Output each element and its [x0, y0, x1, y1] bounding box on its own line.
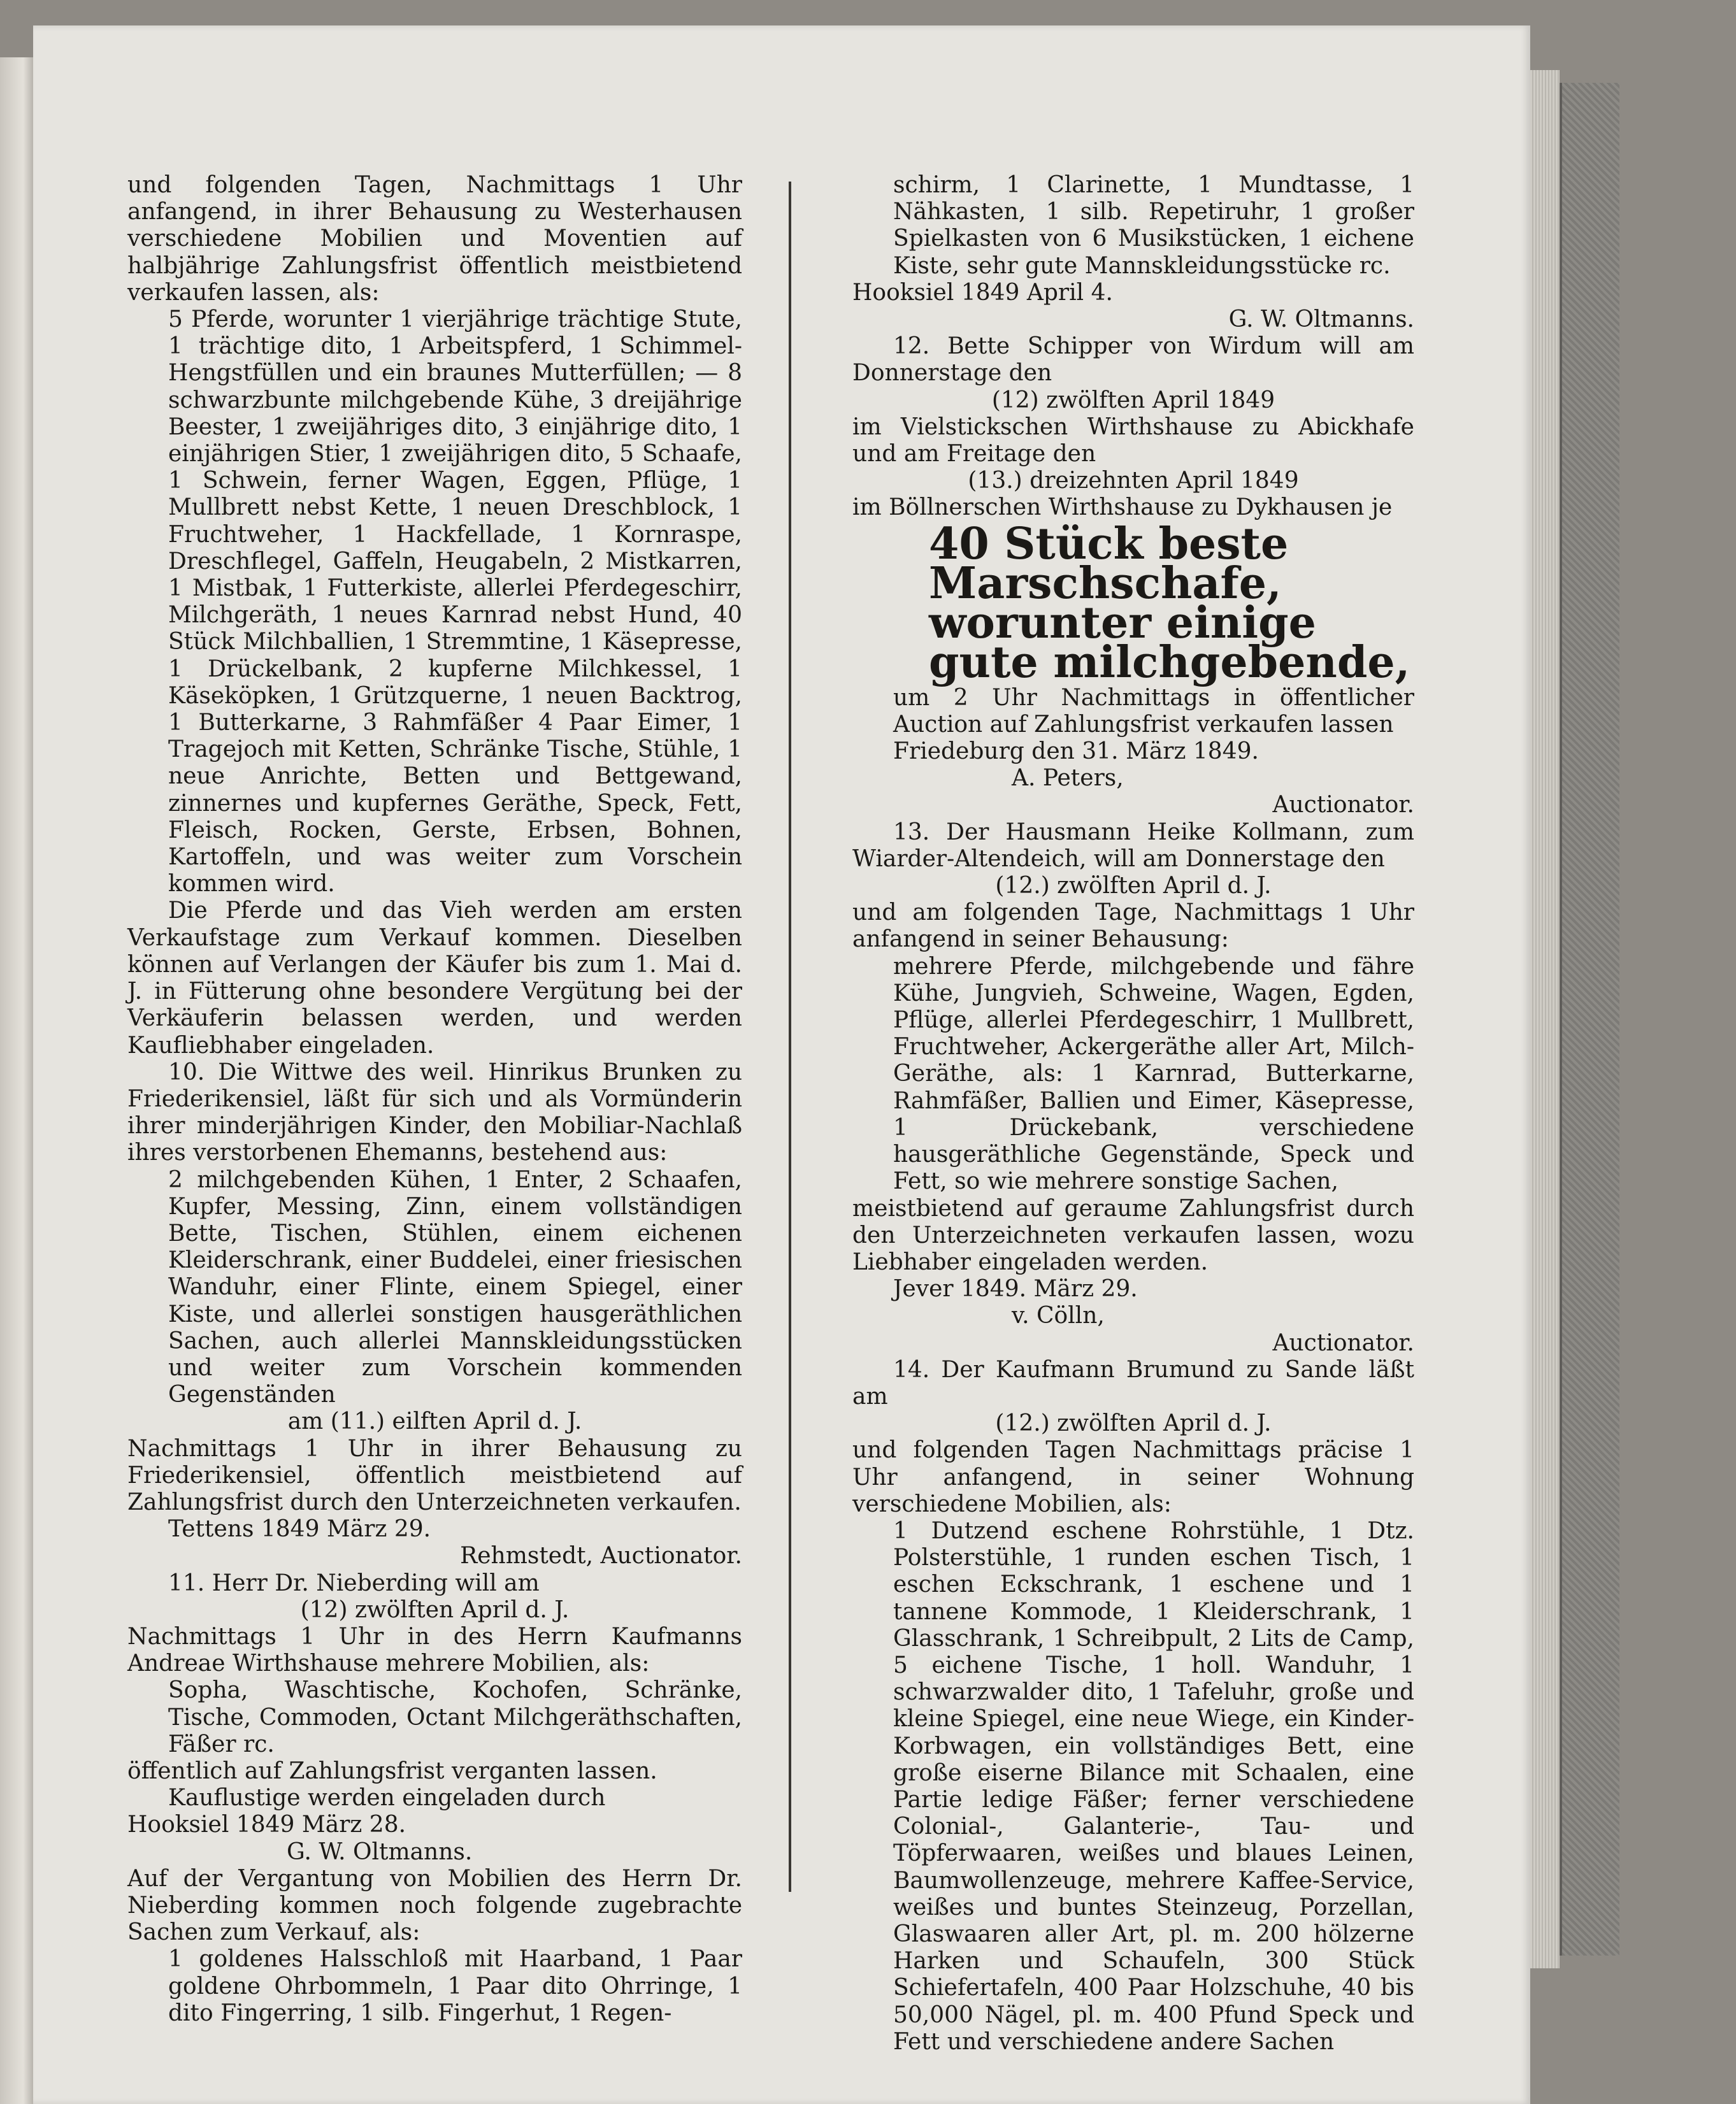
right-column-paragraph: und folgenden Tagen Nachmittags präcise 1 Uhr anfangend, in seiner Wohnung verschiedene Mobilien, als:	[852, 1437, 1414, 1517]
right-column-paragraph: und am folgenden Tage, Nachmittags 1 Uhr anfangend in seiner Behausung:	[852, 899, 1414, 953]
right-column-paragraph: Hooksiel 1849 April 4.	[852, 279, 1113, 306]
right-text-column	[852, 172, 1414, 2056]
right-column-paragraph: Friedeburg den 31. März 1849.	[893, 738, 1259, 765]
right-column-paragraph: A. Peters,	[1012, 765, 1124, 792]
right-column-paragraph: Auctionator.	[1272, 792, 1414, 819]
right-column-paragraph: 40 Stück beste Marschschafe, worunter einige gute milchgebende,	[929, 518, 1410, 688]
left-column-paragraph: am (11.) eilften April d. J.	[287, 1408, 582, 1435]
right-column-paragraph: meistbietend auf geraume Zahlungsfrist durch den Unterzeichneten verkaufen lassen, wozu Liebhaber eingeladen werden.	[852, 1195, 1414, 1275]
right-column-paragraph: (13.) dreizehnten April 1849	[968, 468, 1299, 494]
right-column-paragraph: G. W. Oltmanns.	[1228, 306, 1414, 333]
right-column-paragraph: Jever 1849. März 29.	[893, 1276, 1138, 1303]
left-column-paragraph: Sopha, Waschtische, Kochofen, Schränke, Tische, Commoden, Octant Milchgeräthschaften, Fäßer rc.	[168, 1677, 742, 1757]
left-column-paragraph: Auf der Vergantung von Mobilien des Herrn Dr. Nieberding kommen noch folgende zugebrachte Sachen zum Verkauf, als:	[127, 1865, 742, 1946]
right-column-paragraph: 13. Der Hausmann Heike Kollmann, zum Wiarder-Altendeich, will am Donnerstage den	[852, 819, 1414, 872]
right-column-paragraph: um 2 Uhr Nachmittags in öffentlicher Auction auf Zahlungsfrist verkaufen lassen	[893, 684, 1414, 738]
left-column-paragraph: Nachmittags 1 Uhr in ihrer Behausung zu Friederikensiel, öffentlich meistbietend auf Zahlungsfrist durch den Unterzeichneten verkaufen.	[127, 1435, 742, 1515]
left-column-paragraph: 10. Die Wittwe des weil. Hinrikus Brunken zu Friederikensiel, läßt für sich und als Vormünderin ihrer minderjährigen Kinder, den Mobiliar-Nachlaß ihres verstorbenen Ehemanns, bestehend aus:	[127, 1059, 742, 1166]
left-column-paragraph: Nachmittags 1 Uhr in des Herrn Kaufmanns Andreae Wirthshause mehrere Mobilien, als:	[127, 1623, 742, 1677]
left-text-column	[127, 172, 742, 2027]
previous-page-edge	[0, 57, 33, 2104]
left-column-paragraph: 2 milchgebenden Kühen, 1 Enter, 2 Schaafen, Kupfer, Messing, Zinn, einem vollständigen Bette, Tischen, Stühlen, einem eichenen Kleiderschrank, einer Buddelei, einer friesischen Wanduhr, einer Flinte, einem Spiegel, einer Kiste, und allerlei sonstigen hausgeräthlichen Sachen, auch allerlei Mannskleidungsstücken und weiter zum Vorschein kommenden Gegenständen	[168, 1166, 742, 1408]
left-column-paragraph: und folgenden Tagen, Nachmittags 1 Uhr anfangend, in ihrer Behausung zu Westerhausen verschiedene Mobilien und Moventien auf halbjährige Zahlungsfrist öffentlich meistbietend verkaufen lassen, als:	[127, 172, 742, 306]
right-column-paragraph: (12.) zwölften April d. J.	[995, 873, 1272, 899]
left-column-paragraph: 11. Herr Dr. Nieberding will am	[168, 1570, 540, 1596]
column-divider	[789, 182, 791, 1892]
right-column-paragraph: 1 Dutzend eschene Rohrstühle, 1 Dtz. Polsterstühle, 1 runden eschen Tisch, 1 eschen Eckschrank, 1 eschene und 1 tannene Kommode, 1 Kleiderschrank, 1 Glasschrank, 1 Schreibpult, 2 Lits de Camp, 5 eichene Tische, 1 holl. Wanduhr, 1 schwarzwalder dito, 1 Tafeluhr, große und kleine Spiegel, eine neue Wiege, ein Kinder-Korbwagen, ein vollständiges Bett, eine große eiserne Bilance mit Schaalen, eine Partie ledige Fäßer; ferner verschiedene Colonial-, Galanterie-, Tau- und Töpferwaaren, weißes und blaues Leinen, Baumwollenzeuge, mehrere Kaffee-Service, weißes und buntes Steinzeug, Porzellan, Glaswaaren aller Art, pl. m. 200 hölzerne Harken und Schaufeln, 300 Stück Schiefertafeln, 400 Paar Holzschuhe, 40 bis 50,000 Nägel, pl. m. 400 Pfund Speck und Fett und verschiedene andere Sachen	[893, 1517, 1414, 2055]
right-column-paragraph: 14. Der Kaufmann Brumund zu Sande läßt am	[852, 1356, 1414, 1410]
right-column-paragraph: mehrere Pferde, milchgebende und fähre Kühe, Jungvieh, Schweine, Wagen, Egden, Pflüge, allerlei Pferdegeschirr, 1 Mullbrett, Fruchtweher, Ackergeräthe aller Art, Milch-Geräthe, als: 1 Karnrad, Butterkarne, Rahmfäßer, Ballien und Eimer, Käsepresse, 1 Drückebank, verschiedene hausgeräthliche Gegenstände, Speck und Fett, so wie mehrere sonstige Sachen,	[893, 953, 1414, 1195]
left-column-paragraph: Die Pferde und das Vieh werden am ersten Verkaufstage zum Verkauf kommen. Dieselben können auf Verlangen der Käufer bis zum 1. Mai d. J. in Fütterung ohne besondere Vergütung bei der Verkäuferin belassen werden, und werden Kaufliebhaber eingeladen.	[127, 898, 742, 1059]
right-column-paragraph: Auctionator.	[1272, 1329, 1414, 1356]
right-column-paragraph: im Vielstickschen Wirthshause zu Abickhafe und am Freitage den	[852, 413, 1414, 468]
left-column-paragraph: (12) zwölften April d. J.	[300, 1596, 570, 1623]
left-column-paragraph: 5 Pferde, worunter 1 vierjährige trächtige Stute, 1 trächtige dito, 1 Arbeitspferd, 1 Schimmel-Hengstfüllen und ein braunes Mutterfüllen; — 8 schwarzbunte milchgebende Kühe, 3 dreijährige Beester, 1 zweijähriges dito, 3 einjährige dito, 1 einjährigen Stier, 1 zweijährigen dito, 5 Schaafe, 1 Schwein, ferner Wagen, Eggen, Pflüge, 1 Mullbrett nebst Kette, 1 neuen Dreschblock, 1 Fruchtweher, 1 Hackfellade, 1 Kornraspe, Dreschflegel, Gaffeln, Heugabeln, 2 Mistkarren, 1 Mistbak, 1 Futterkiste, allerlei Pferdegeschirr, Milchgeräth, 1 neues Karnrad nebst Hund, 40 Stück Milchballien, 1 Stremmtine, 1 Käsepresse, 1 Drückelbank, 2 kupferne Milchkessel, 1 Käseköpken, 1 Grützquerne, 1 neuen Backtrog, 1 Butterkarne, 3 Rahmfäßer 4 Paar Eimer, 1 Tragejoch mit Ketten, Schränke Tische, Stühle, 1 neue Anrichte, Betten und Bettgewand, zinnernes und kupfernes Geräthe, Speck, Fett, Fleisch, Rocken, Gerste, Erbsen, Bohnen, Kartoffeln, und was weiter zum Vorschein kommen wird.	[168, 306, 742, 898]
left-column-paragraph: Kauflustige werden eingeladen durch	[168, 1785, 606, 1812]
left-column-paragraph: Hooksiel 1849 März 28.	[127, 1812, 406, 1838]
book-cover-edge	[1560, 83, 1619, 1956]
left-column-paragraph: 1 goldenes Halsschloß mit Haarband, 1 Paar goldene Ohrbommeln, 1 Paar dito Ohrringe, 1 dito Fingerring, 1 silb. Fingerhut, 1 Regen-	[168, 1946, 742, 2026]
right-column-paragraph: (12.) zwölften April d. J.	[995, 1410, 1272, 1437]
left-column-paragraph: Tettens 1849 März 29.	[168, 1516, 431, 1543]
right-column-paragraph: v. Cölln,	[1012, 1303, 1105, 1329]
book-fore-edge	[1530, 70, 1560, 1968]
right-column-paragraph: (12) zwölften April 1849	[991, 387, 1275, 413]
left-column-paragraph: Rehmstedt, Auctionator.	[460, 1543, 742, 1570]
right-column-paragraph: schirm, 1 Clarinette, 1 Mundtasse, 1 Nähkasten, 1 silb. Repetiruhr, 1 großer Spielkasten von 6 Musikstücken, 1 eichene Kiste, sehr gute Mannskleidungsstücke rc.	[893, 172, 1414, 279]
right-column-paragraph: 12. Bette Schipper von Wirdum will am Donnerstage den	[852, 333, 1414, 387]
right-column-paragraph: im Böllnerschen Wirthshause zu Dykhausen je	[852, 494, 1393, 521]
left-column-paragraph: G. W. Oltmanns.	[287, 1838, 473, 1865]
left-column-paragraph: öffentlich auf Zahlungsfrist verganten lassen.	[127, 1757, 657, 1784]
